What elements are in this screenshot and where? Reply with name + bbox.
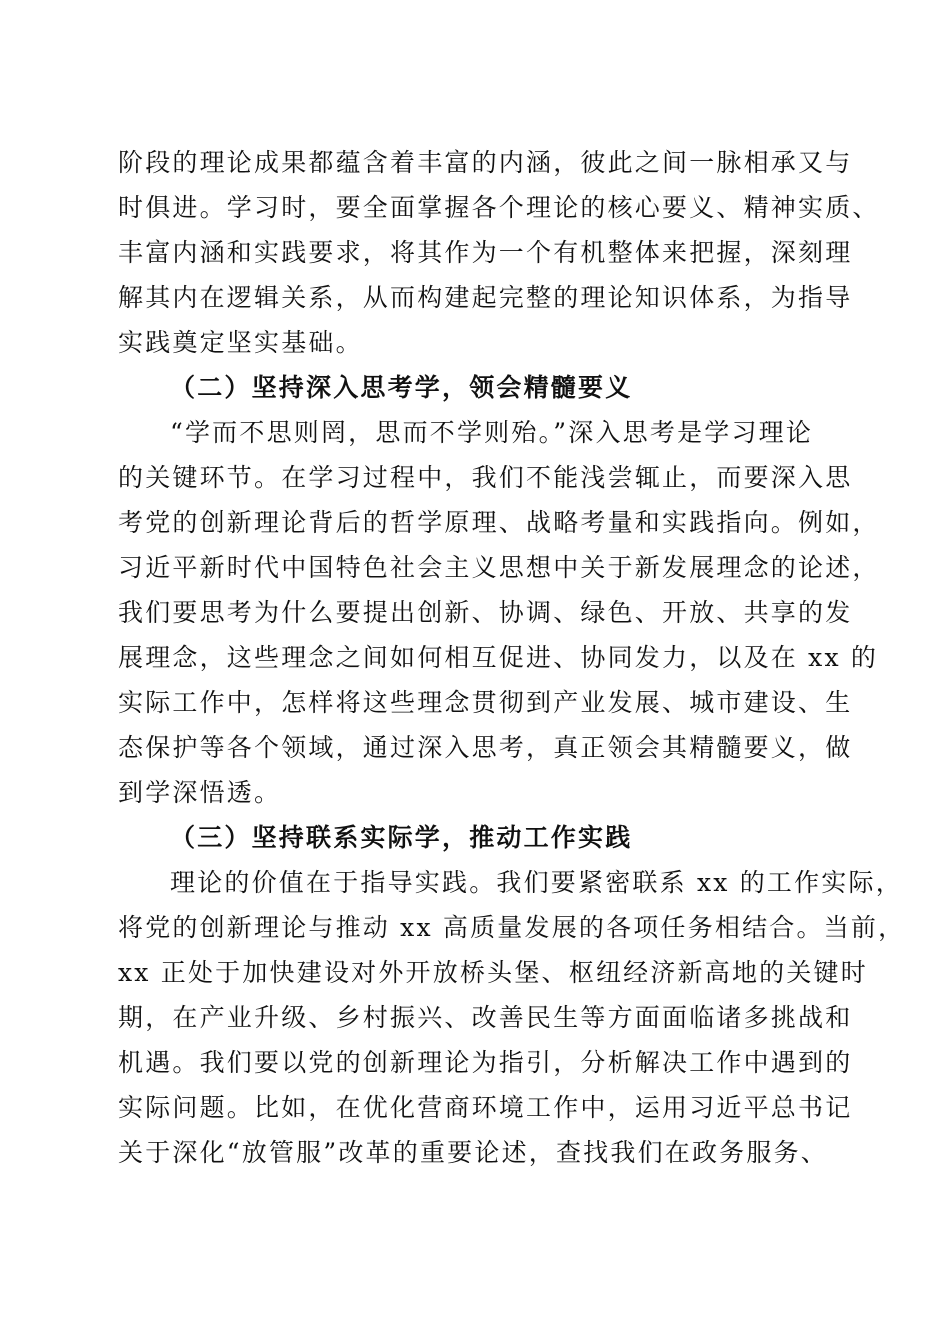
paragraph-line: 展理念，这些理念之间如何相互促进、协同发力，以及在 xx 的 xyxy=(118,643,879,672)
section-heading: （二）坚持深入思考学，领会精髓要义 xyxy=(170,373,633,402)
paragraph-line: 期，在产业升级、乡村振兴、改善民生等方面面临诸多挑战和 xyxy=(118,1003,853,1032)
paragraph-line: 态保护等各个领域，通过深入思考，真正领会其精髓要义，做 xyxy=(118,733,853,762)
paragraph-line: 习近平新时代中国特色社会主义思想中关于新发展理念的论述， xyxy=(118,553,880,582)
paragraph-line: 机遇。我们要以党的创新理论为指引，分析解决工作中遇到的 xyxy=(118,1048,853,1077)
section-heading: （三）坚持联系实际学，推动工作实践 xyxy=(170,823,633,852)
document-body xyxy=(118,140,906,1175)
paragraph-line: 理论的价值在于指导实践。我们要紧密联系 xx 的工作实际， xyxy=(170,868,903,897)
paragraph-line: 时俱进。学习时，要全面掌握各个理论的核心要义、精神实质、 xyxy=(118,193,880,222)
paragraph-line: 我们要思考为什么要提出创新、协调、绿色、开放、共享的发 xyxy=(118,598,853,627)
paragraph-line: 实际问题。比如，在优化营商环境工作中，运用习近平总书记 xyxy=(118,1093,853,1122)
paragraph-line: xx 正处于加快建设对外开放桥头堡、枢纽经济新高地的关键时 xyxy=(118,958,868,987)
paragraph-line: 到学深悟透。 xyxy=(118,778,282,807)
paragraph-line: 考党的创新理论背后的哲学原理、战略考量和实践指向。例如， xyxy=(118,508,880,537)
paragraph-line: 的关键环节。在学习过程中，我们不能浅尝辄止，而要深入思 xyxy=(118,463,853,492)
paragraph-line: 关于深化“放管服”改革的重要论述，查找我们在政务服务、 xyxy=(118,1138,828,1167)
paragraph-line: 丰富内涵和实践要求，将其作为一个有机整体来把握，深刻理 xyxy=(118,238,853,267)
paragraph-line: 实践奠定坚实基础。 xyxy=(118,328,363,357)
paragraph-line: “学而不思则罔，思而不学则殆。”深入思考是学习理论 xyxy=(170,418,814,447)
paragraph-line: 将党的创新理论与推动 xx 高质量发展的各项任务相结合。当前， xyxy=(118,913,906,942)
paragraph-line: 解其内在逻辑关系，从而构建起完整的理论知识体系，为指导 xyxy=(118,283,853,312)
paragraph-line: 阶段的理论成果都蕴含着丰富的内涵，彼此之间一脉相承又与 xyxy=(118,148,853,177)
paragraph-line: 实际工作中，怎样将这些理念贯彻到产业发展、城市建设、生 xyxy=(118,688,853,717)
